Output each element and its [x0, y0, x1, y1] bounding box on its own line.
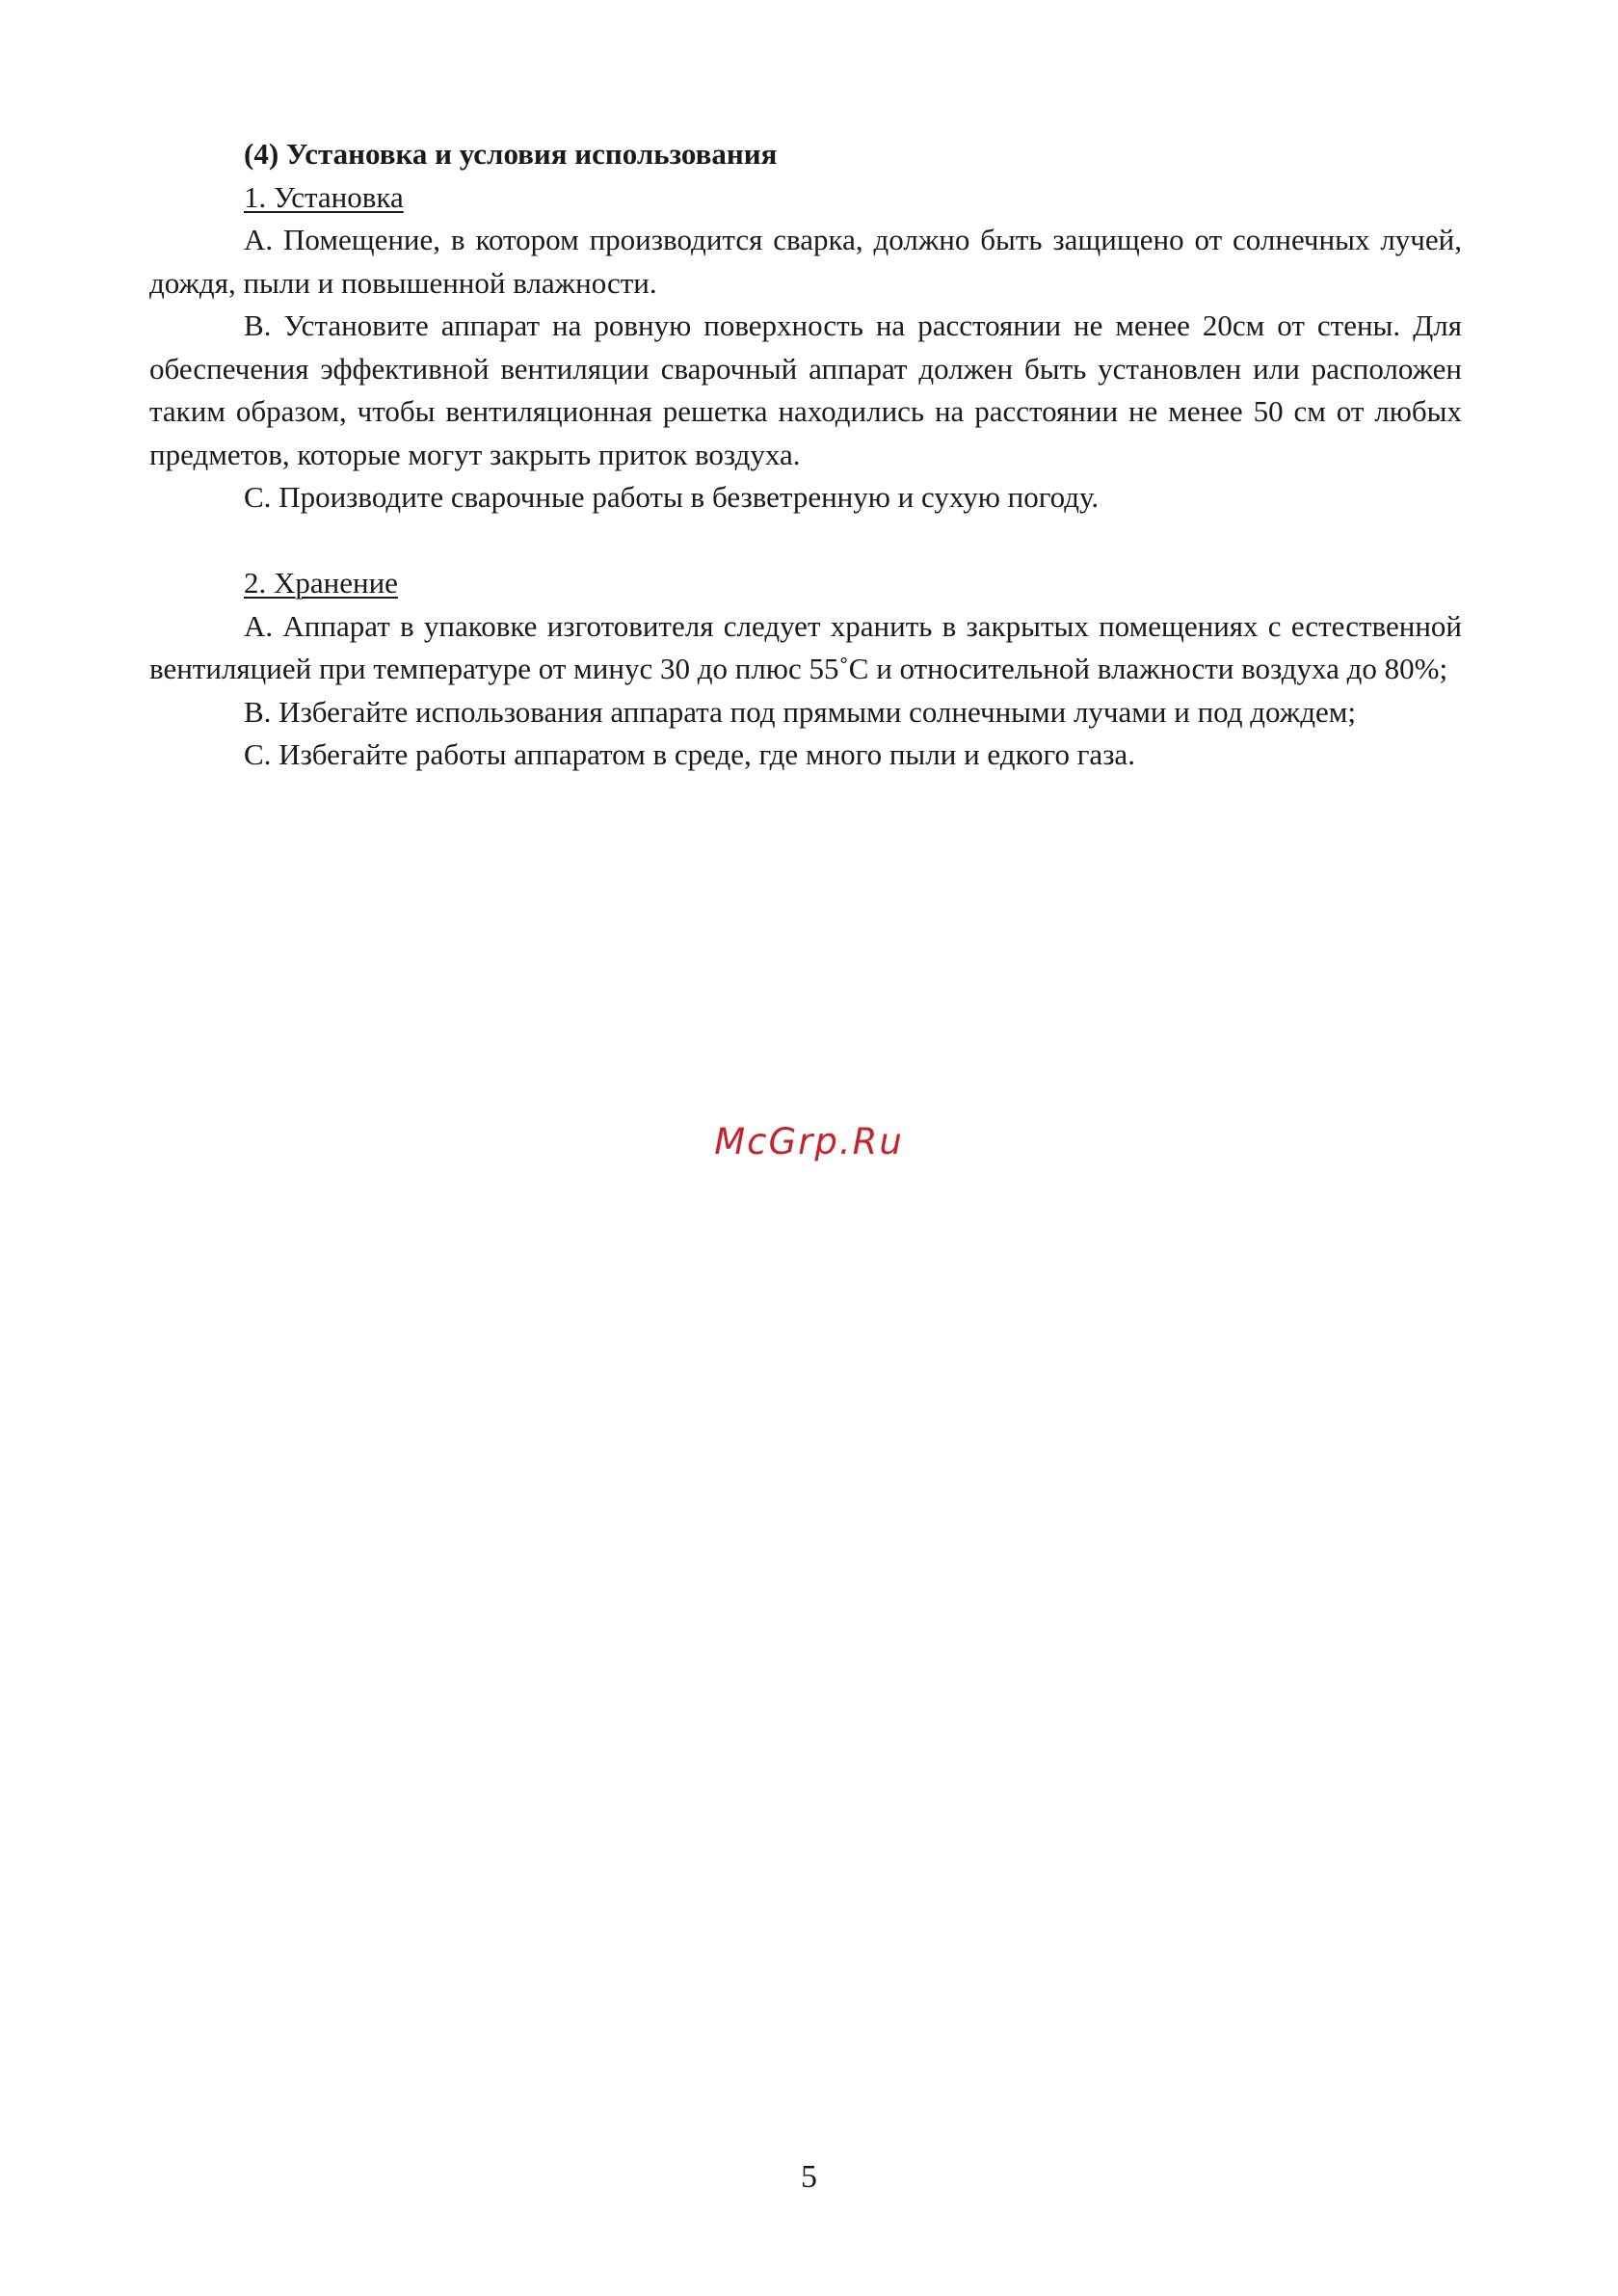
storage-item-a: A. Аппарат в упаковке изготовителя следует хранить в закрытых помещениях с естественной вентиляцией при температуре от минус 30 до плюс 55˚C и относительной влажности воздуха до 80%;	[149, 608, 1462, 685]
installation-heading-line	[149, 176, 1462, 220]
watermark: McGrp.Ru	[714, 1121, 904, 1162]
installation-item-c: C. Производите сварочные работы в безветренную и сухую погоду.	[244, 480, 1100, 514]
storage-heading-line	[149, 562, 1462, 605]
page-content	[149, 133, 1462, 777]
section-spacer	[149, 520, 1462, 563]
storage-item-b: B. Избегайте использования аппарата под прямыми солнечными лучами и под дождем;	[244, 694, 1356, 729]
page-number: 5	[801, 2159, 817, 2195]
installation-item-a: A. Помещение, в котором производится сварка, должно быть защищено от солнечных лучей, дождя, пыли и повышенной влажности.	[149, 223, 1462, 300]
storage-item-c: C. Избегайте работы аппаратом в среде, где много пыли и едкого газа.	[244, 737, 1135, 771]
storage-heading: 2. Хранение	[244, 566, 398, 600]
installation-item-b: B. Установите аппарат на ровную поверхность на расстоянии не менее 20см от стены. Для обеспечения эффективной вентиляции сварочный аппарат должен быть установлен или расположен таким образом, чтобы вентиляционная решетка находились на расстоянии не менее 50 см от любых предметов, которые могут закрыть приток воздуха.	[149, 308, 1462, 471]
section-title: (4) Установка и условия использования	[244, 137, 778, 171]
installation-heading: 1. Установка	[244, 179, 404, 214]
